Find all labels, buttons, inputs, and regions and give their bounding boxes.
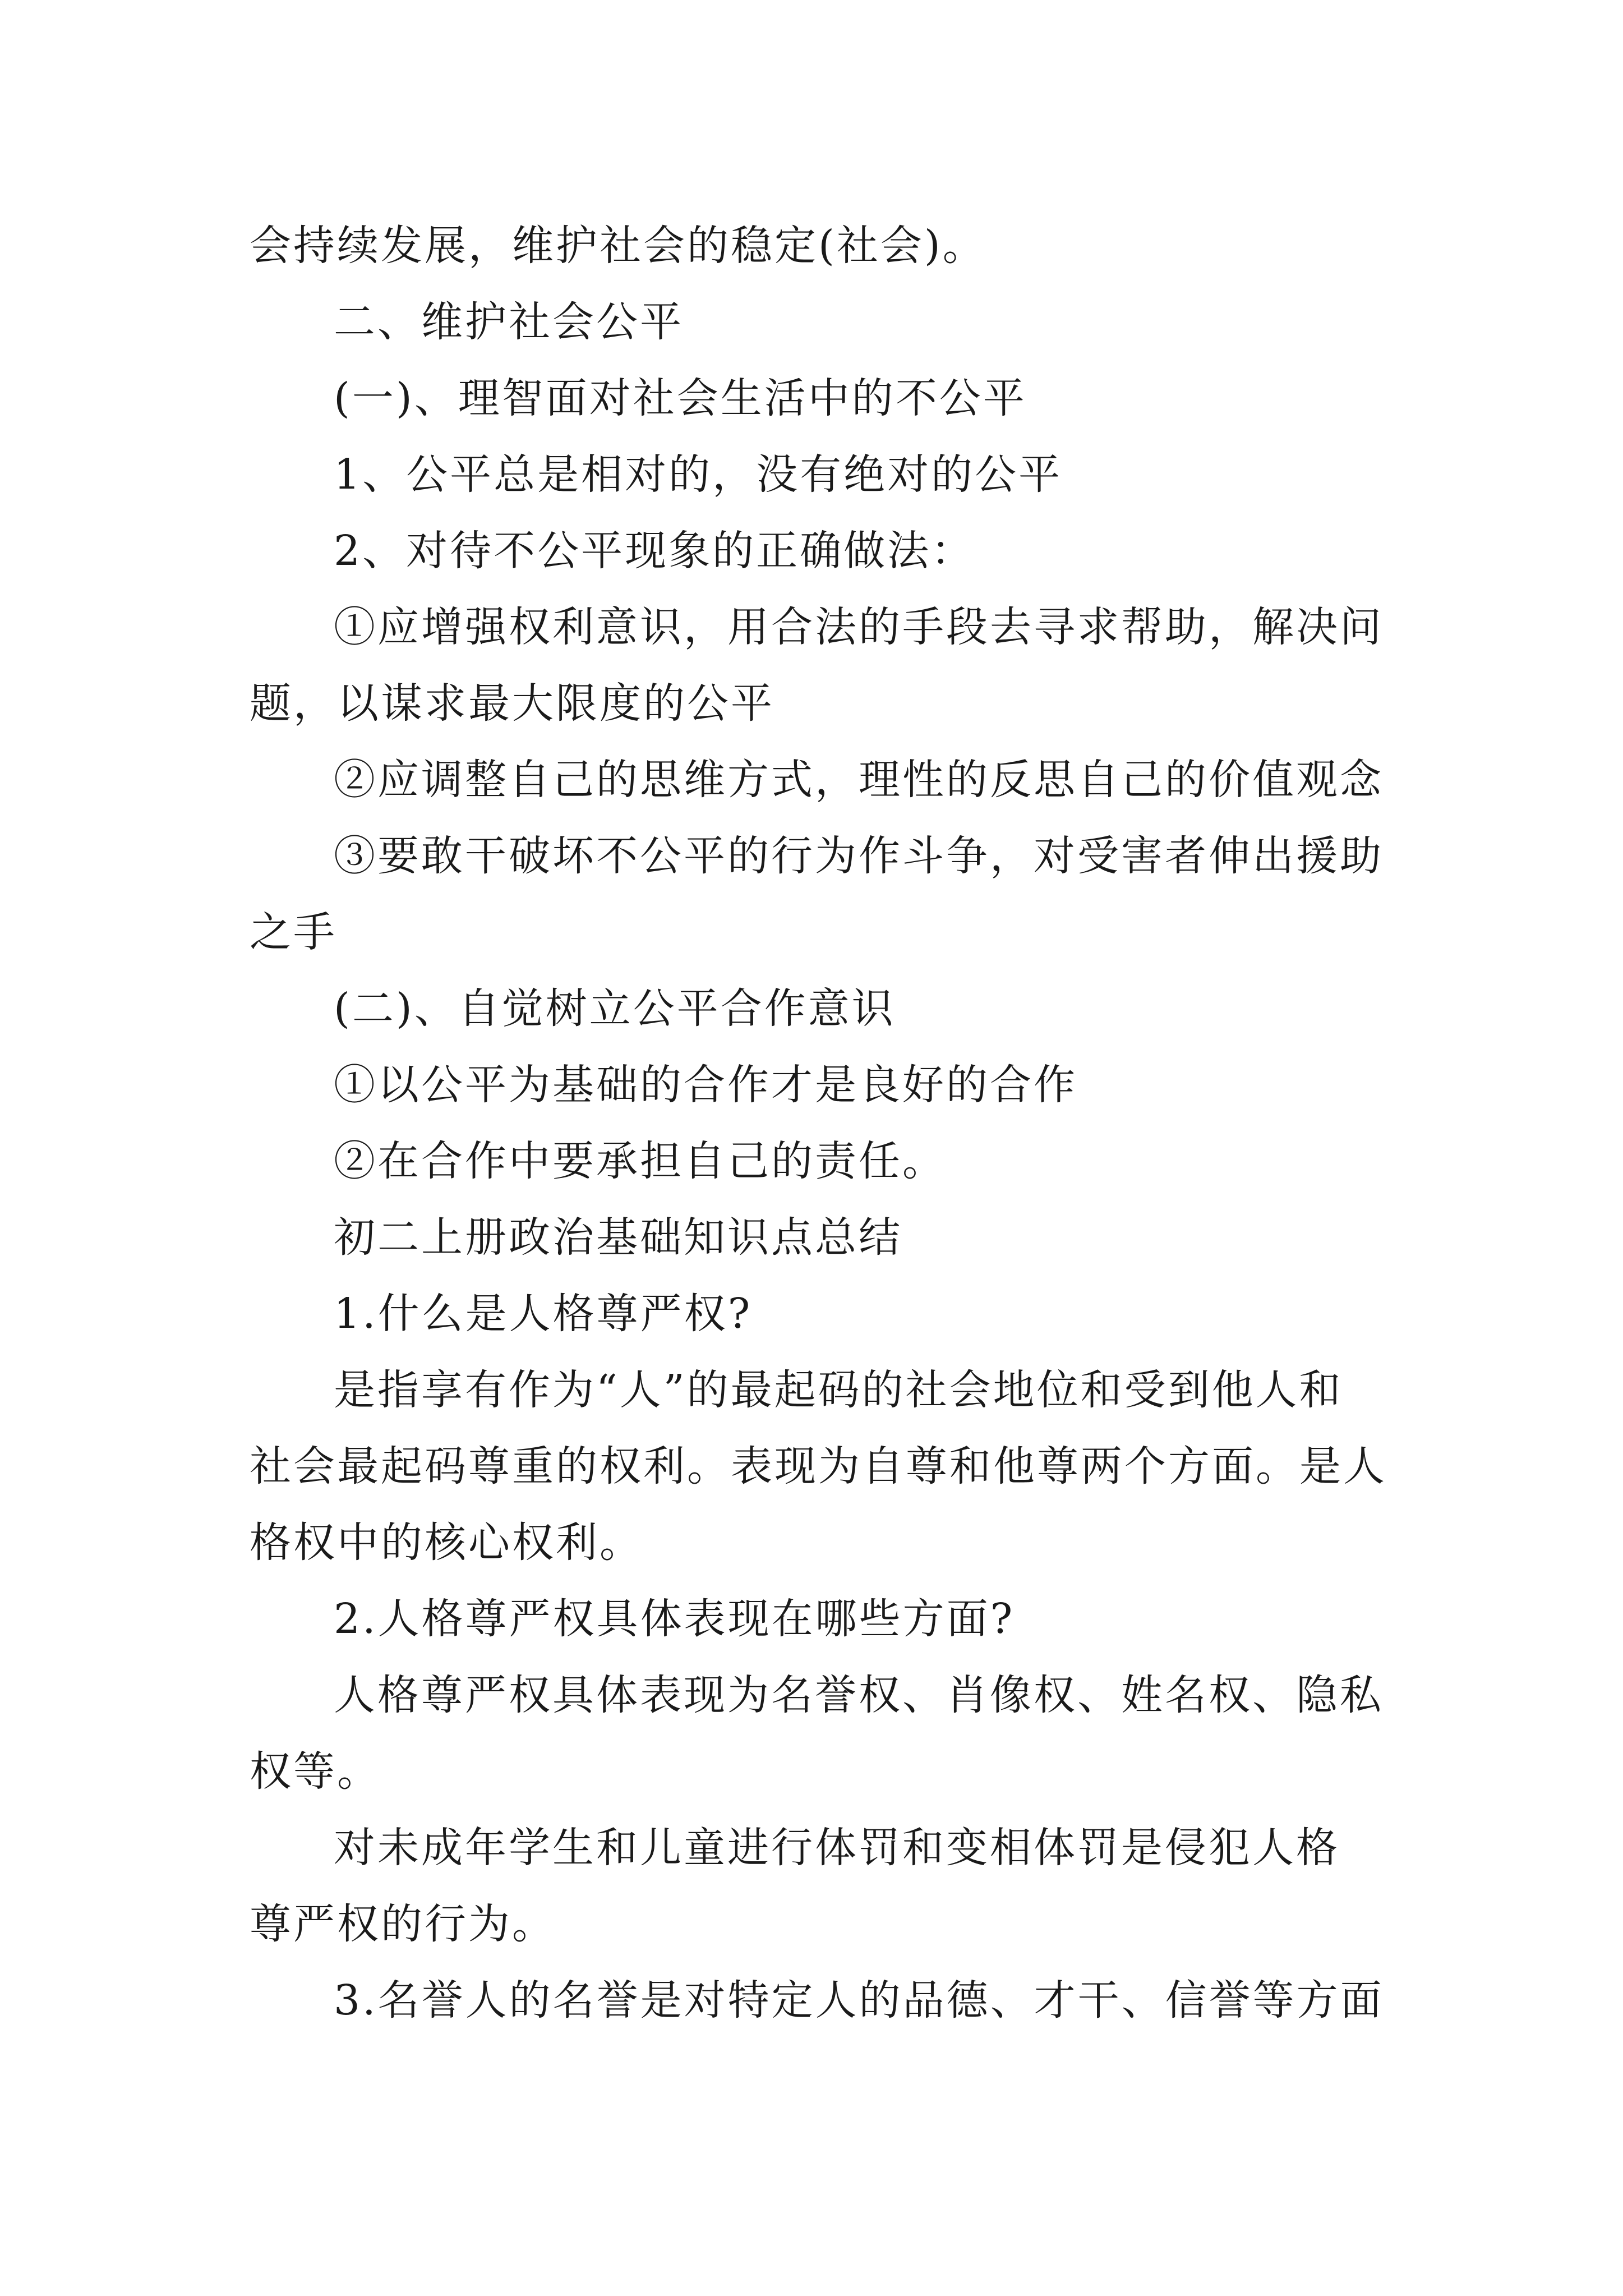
text-line: ③要敢干破坏不公平的行为作斗争，对受害者伸出援助: [334, 832, 1384, 880]
section-heading: 二、维护社会公平: [334, 298, 684, 346]
text-line: 1、公平总是相对的，没有绝对的公平: [334, 450, 1063, 499]
text-line: 题，以谋求最大限度的公平: [250, 679, 774, 728]
text-line: 会持续发展，维护社会的稳定(社会)。: [250, 222, 986, 270]
text-line: 权等。: [250, 1747, 381, 1796]
question-heading: 1.什么是人格尊严权?: [334, 1290, 753, 1338]
text-line: 2、对待不公平现象的正确做法：: [334, 527, 975, 575]
subsection-heading: (一)、理智面对社会生活中的不公平: [334, 374, 1027, 422]
text-line: 尊严权的行为。: [250, 1900, 556, 1948]
text-line: 格权中的核心权利。: [250, 1519, 643, 1567]
text-line: 3.名誉人的名誉是对特定人的品德、才干、信誉等方面: [334, 1976, 1384, 2024]
text-line: ②在合作中要承担自己的责任。: [334, 1137, 946, 1185]
question-heading: 2.人格尊严权具体表现在哪些方面?: [334, 1595, 1015, 1643]
text-line: ②应调整自己的思维方式，理性的反思自己的价值观念: [334, 756, 1384, 804]
body-text: [250, 208, 1387, 2039]
text-line: 人格尊严权具体表现为名誉权、肖像权、姓名权、隐私: [334, 1671, 1384, 1719]
subsection-heading: (二)、自觉树立公平合作意识: [334, 984, 896, 1033]
text-line: 对未成年学生和儿童进行体罚和变相体罚是侵犯人格: [334, 1824, 1340, 1872]
text-line: ①以公平为基础的合作才是良好的合作: [334, 1061, 1077, 1109]
section-heading: 初二上册政治基础知识点总结: [334, 1213, 902, 1262]
text-line: 社会最起码尊重的权利。表现为自尊和他尊两个方面。是人: [250, 1442, 1387, 1490]
text-line: 之手: [250, 908, 337, 956]
text-line: ①应增强权利意识，用合法的手段去寻求帮助，解决问: [334, 603, 1384, 651]
text-line: 是指享有作为“人”的最起码的社会地位和受到他人和: [334, 1366, 1343, 1414]
